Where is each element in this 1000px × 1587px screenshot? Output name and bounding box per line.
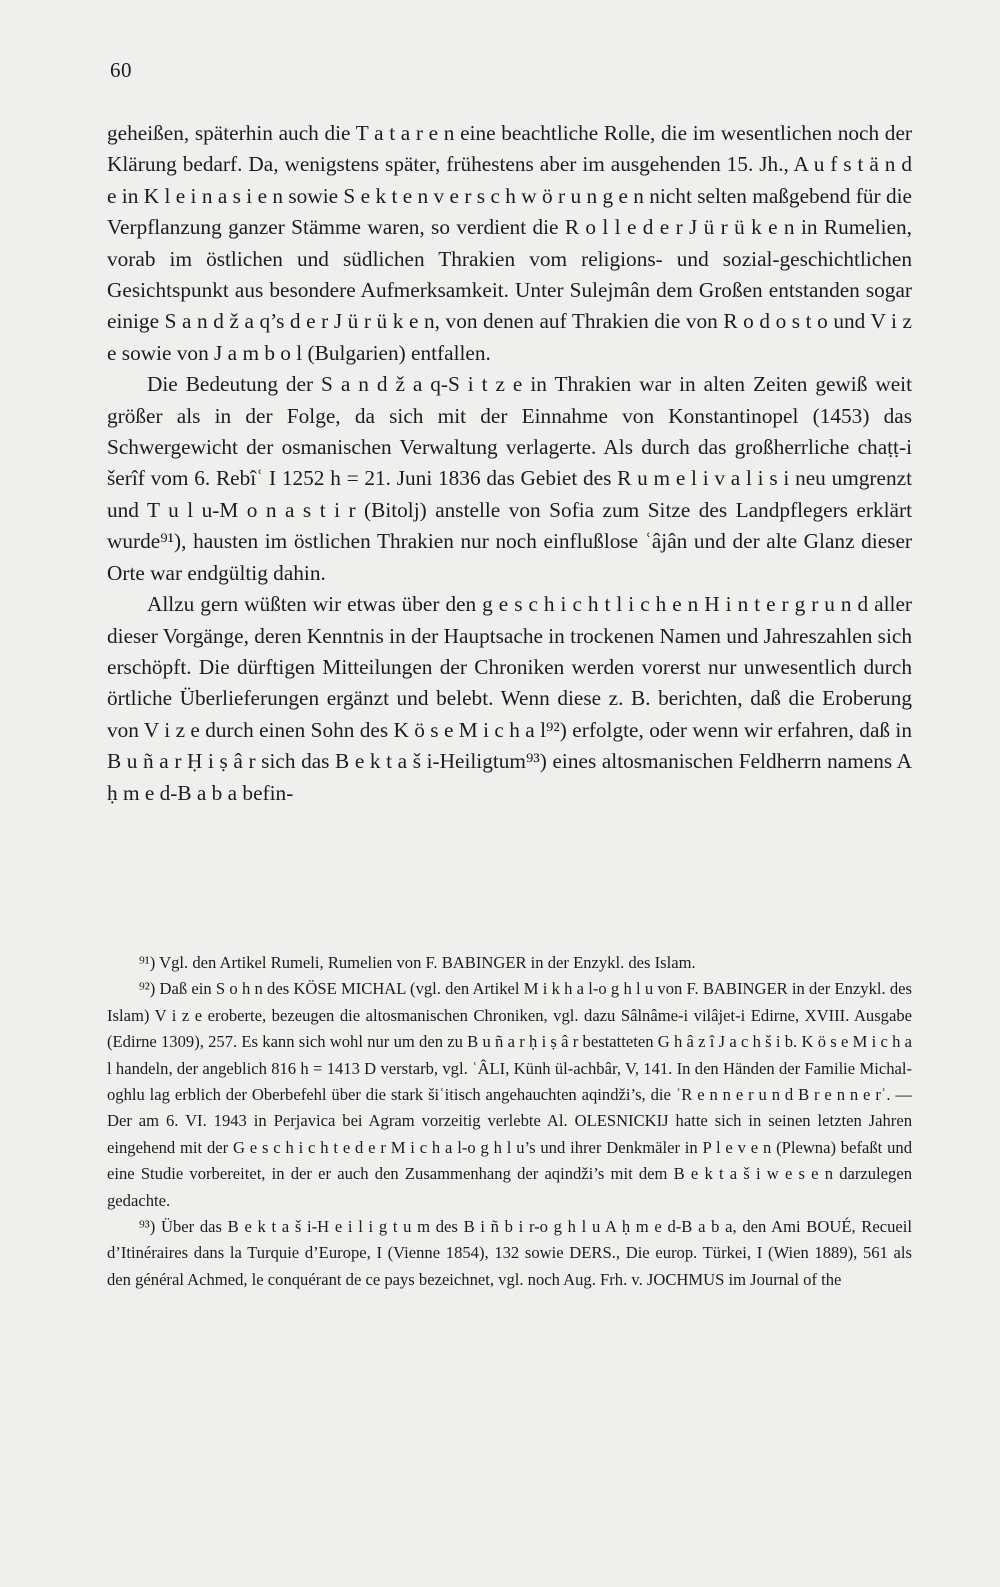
paragraph-3: Allzu gern wüßten wir etwas über den g e s c h i c h t l i c h e n H i n t e r g r u n d aller dieser Vorgänge, deren Kenntnis in der Hauptsache in trockenen Namen und Jahreszahlen sich erschöpft. Die dürftigen Mitteilungen der Chroniken werden vorerst nur unwesentlich durch örtliche Überlieferungen ergänzt und belebt. Wenn diese z. B. berichten, daß die Eroberung von V i z e durch einen Sohn des K ö s e M i c h a l⁹²) erfolgte, oder wenn wir erfahren, daß in B u ñ a r Ḥ i ṣ â r sich das B e k t a š i-Heiligtum⁹³) eines altosmanischen Feldherrn namens A ḥ m e d-B a b a befin- (107, 592, 912, 805)
footnote-93: ⁹³) Über das B e k t a š i-H e i l i g t u m des B i ñ b i r-o g h l u A ḥ m e d-B a b a, den Ami BOUÉ, Recueil d’Itinéraires dans la Turquie d’Europe, I (Vienne 1854), 132 sowie DERS., Die europ. Türkei, I (Wien 1889), 561 als den général Achmed, le conquérant de ce pays bezeichnet, vgl. noch Aug. Frh. v. JOCHMUS im Journal of the (107, 1217, 912, 1289)
footnote-91: ⁹¹) Vgl. den Artikel Rumeli, Rumelien von F. BABINGER in der Enzykl. des Islam. (139, 953, 696, 972)
footnote-92: ⁹²) Daß ein S o h n des KÖSE MICHAL (vgl. den Artikel M i k h a l-o g h l u von F. BABINGER in der Enzykl. des Islam) V i z e eroberte, bezeugen die altosmanischen Chroniken, vgl. dazu Sâlnâme-i vilâjet-i Edirne, XVIII. Ausgabe (Edirne 1309), 257. Es kann sich wohl nur um den zu B u ñ a r ḥ i ṣ â r bestatteten G h â z î J a c h š i b. K ö s e M i c h a l handeln, der angeblich 816 h = 1413 D verstarb, vgl. ʿÂLI, Künh ül-achbâr, V, 141. In den Händen der Familie Michal-oghlu lag erblich der Oberbefehl über die stark šiʿitisch angehauchten aqindži’s, die ʾR e n n e r u n d B r e n n e rʾ. — Der am 6. VI. 1943 in Perjavica bei Agram vorzeitig verlebte Al. OLESNICKIJ hatte sich in seinen letzten Jahren eingehend mit der G e s c h i c h t e d e r M i c h a l-o g h l u’s und ihrer Denkmäler in P l e v e n (Plewna) befaßt und eine Studie vorbereitet, in der er auch den Zusammenhang der aqindži’s mit dem B e k t a š i w e s e n darzulegen gedachte. (107, 979, 912, 1210)
page-number: 60 (110, 58, 132, 82)
paragraph-1: geheißen, späterhin auch die T a t a r e n eine beachtliche Rolle, die im wesentlichen noch der Klärung bedarf. Da, wenigstens später, frühestens aber im ausgehenden 15. Jh., A u f s t ä n d e in K l e i n a s i e n sowie S e k t e n v e r s c h w ö r u n g e n nicht selten maßgebend für die Verpflanzung ganzer Stämme waren, so verdient die R o l l e d e r J ü r ü k e n in Rumelien, vorab im östlichen und südlichen Thrakien vom religions- und sozial-geschichtlichen Gesichtspunkt aus besondere Aufmerksamkeit. Unter Sulejmân dem Großen entstanden sogar einige S a n d ž a q’s d e r J ü r ü k e n, von denen auf Thrakien die von R o d o s t o und V i z e sowie von J a m b o l (Bulgarien) entfallen. (107, 121, 912, 365)
main-text (107, 118, 912, 809)
footnote-separator (107, 935, 912, 936)
footnotes (107, 950, 912, 1293)
paragraph-2: Die Bedeutung der S a n d ž a q-S i t z e in Thrakien war in alten Zeiten gewiß weit größer als in der Folge, da sich mit der Einnahme von Konstantinopel (1453) das Schwergewicht der osmanischen Verwaltung verlagerte. Als durch das großherrliche chaṭṭ-i šerîf vom 6. Rebîʿ I 1252 h = 21. Juni 1836 das Gebiet des R u m e l i v a l i s i neu umgrenzt und T u l u-M o n a s t i r (Bitolj) anstelle von Sofia zum Sitze des Landpflegers erklärt wurde⁹¹), hausten im östlichen Thrakien nur noch einflußlose ʿâjân und der alte Glanz dieser Orte war endgültig dahin. (107, 372, 912, 585)
